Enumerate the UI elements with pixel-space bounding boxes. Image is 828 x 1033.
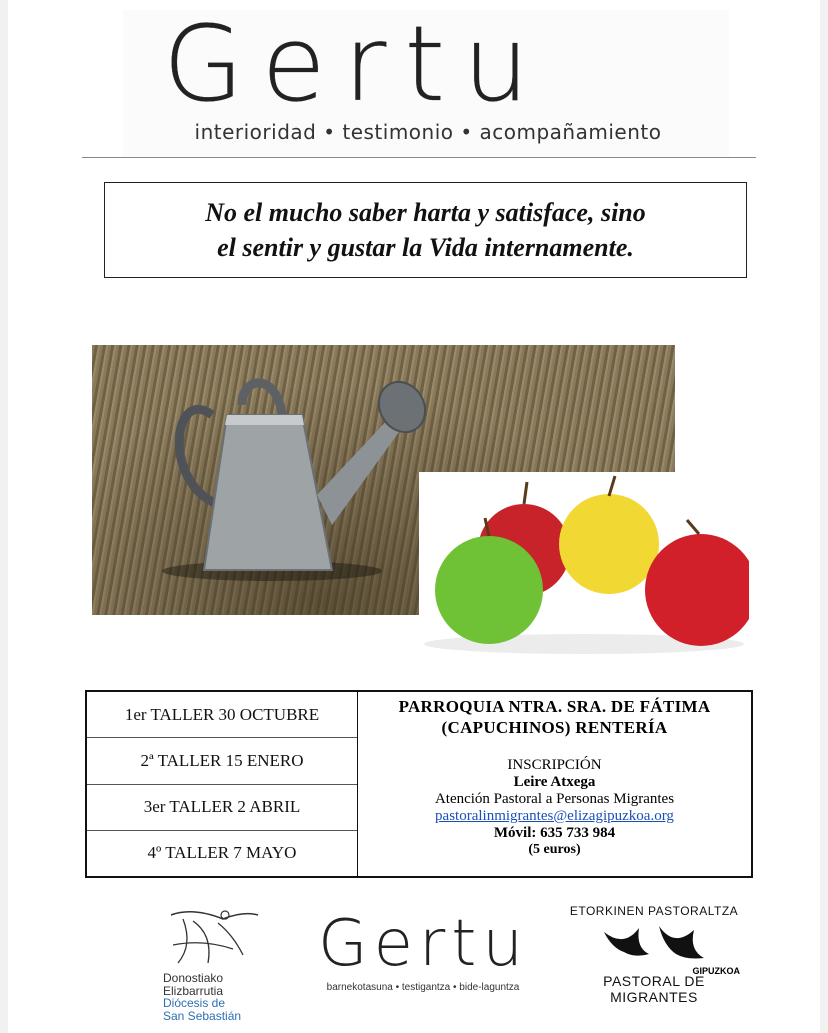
workshop-dates xyxy=(87,692,358,876)
swallows-icon xyxy=(594,918,714,968)
gertu-footer-wordmark: Gertu xyxy=(318,907,529,981)
apples-icon xyxy=(419,472,749,660)
migrantes-bottom-text: PASTORAL DE MIGRANTES xyxy=(603,973,705,1005)
parish-name-line-1: PARROQUIA NTRA. SRA. DE FÁTIMA xyxy=(398,697,711,716)
diocese-line-1: Donostiako xyxy=(163,971,224,985)
diocese-line-3: Diócesis de xyxy=(163,996,226,1011)
gipuzkoa-text: GIPUZKOA xyxy=(692,966,740,976)
workshop-row-2: 2ª TALLER 15 ENERO xyxy=(87,738,357,784)
quote-line-2: el sentir y gustar la Vida internamente. xyxy=(217,233,634,262)
diocese-line-4: San Sebastián xyxy=(163,1008,242,1023)
diocese-emblem-icon xyxy=(163,905,263,967)
diocese-line-2: Elizbarrutia xyxy=(163,983,224,998)
migrantes-top-text: ETORKINEN PASTORALTZA xyxy=(569,904,739,918)
workshop-row-4: 4º TALLER 7 MAYO xyxy=(147,843,297,863)
quote-line-1: No el mucho saber harta y satisface, sino xyxy=(205,197,646,227)
apples-photo xyxy=(419,472,749,660)
service-name: Atención Pastoral a Personas Migrantes xyxy=(434,790,675,807)
gertu-tagline: interioridad • testimonio • acompañamiento xyxy=(194,120,662,144)
diocese-logo xyxy=(163,905,283,1023)
email-link[interactable]: pastoralinmigrantes@elizagipuzkoa.org xyxy=(435,807,674,824)
parish-name-line-2: (CAPUCHINOS) RENTERÍA xyxy=(441,718,668,738)
contact-name: Leire Atxega xyxy=(513,773,596,790)
poster-page xyxy=(8,0,820,1033)
gertu-logo: Gertu xyxy=(163,3,548,125)
price: (5 euros) xyxy=(528,841,581,857)
migrantes-logo xyxy=(564,904,744,1014)
phone-number: Móvil: 635 733 984 xyxy=(493,824,616,841)
workshop-info-table xyxy=(85,690,753,878)
registration-details xyxy=(358,692,751,876)
workshop-row-3: 3er TALLER 2 ABRIL xyxy=(87,785,357,831)
workshop-row-1: 1er TALLER 30 OCTUBRE xyxy=(87,692,357,738)
quote-box xyxy=(104,182,747,278)
gertu-footer-logo xyxy=(318,907,529,1002)
gertu-footer-tagline: barnekotasuna • testigantza • bide-laguntza xyxy=(326,982,520,993)
header-divider xyxy=(82,157,756,158)
inscription-heading: INSCRIPCIÓN xyxy=(507,756,602,773)
